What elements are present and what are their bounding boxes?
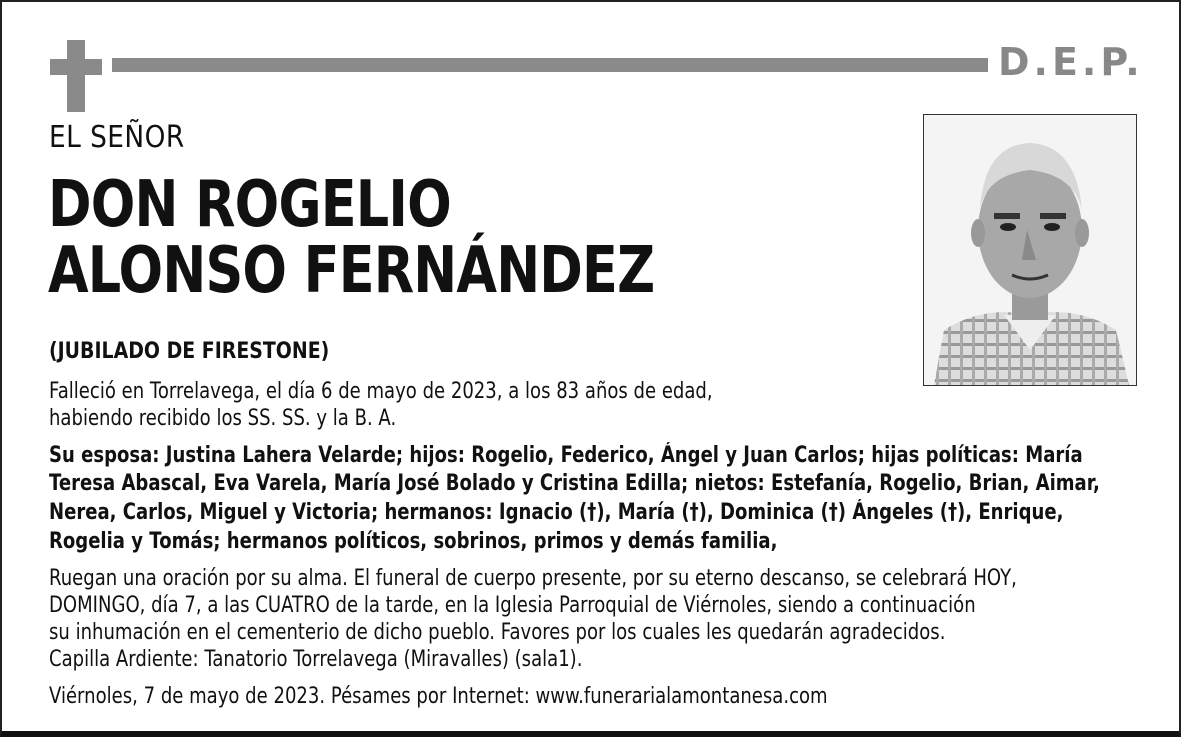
occupation: (JUBILADO DE FIRESTONE) bbox=[49, 339, 330, 364]
deceased-name-line2: ALONSO FERNÁNDEZ bbox=[48, 234, 655, 308]
funeral-line: DOMINGO, día 7, a las CUATRO de la tarde, en la Iglesia Parroquial de Viérnoles, siendo a continuación bbox=[49, 593, 976, 618]
funeral-line: Capilla Ardiente: Tanatorio Torrelavega (Miravalles) (sala1). bbox=[49, 647, 583, 672]
footer-line: Viérnoles, 7 de mayo de 2023. Pésames por Internet: www.funerarialamontanesa.com bbox=[49, 684, 828, 709]
prefix-title: EL SEÑOR bbox=[49, 120, 185, 155]
family-line: Su esposa: Justina Lahera Velarde; hijos: Rogelio, Federico, Ángel y Juan Carlos; hijas políticas: María bbox=[49, 443, 1083, 468]
family-line: Teresa Abascal, Eva Varela, María José Bolado y Cristina Edilla; nietos: Estefanía, Rogelio, Brian, Aimar, bbox=[49, 471, 1100, 496]
family-line: Nerea, Carlos, Miguel y Victoria; hermanos: Ignacio (†), María (†), Dominica (†) Ángeles (†), Enrique, bbox=[49, 500, 1064, 525]
family-line: Rogelia y Tomás; hermanos políticos, sobrinos, primos y demás familia, bbox=[49, 529, 778, 554]
funeral-line: Ruegan una oración por su alma. El funeral de cuerpo presente, por su eterno descanso, se celebrará HOY, bbox=[49, 566, 1017, 591]
death-line: Falleció en Torrelavega, el día 6 de mayo de 2023, a los 83 años de edad, bbox=[49, 379, 713, 404]
dep-label: D.E.P. bbox=[998, 40, 1144, 84]
death-line: habiendo recibido los SS. SS. y la B. A. bbox=[49, 406, 397, 431]
portrait-photo bbox=[923, 114, 1137, 386]
funeral-line: su inhumación en el cementerio de dicho pueblo. Favores por los cuales les quedarán agradecidos. bbox=[49, 620, 946, 645]
deceased-name-line1: DON ROGELIO bbox=[48, 168, 451, 242]
header-rule bbox=[112, 58, 988, 72]
cross-icon bbox=[50, 40, 102, 112]
